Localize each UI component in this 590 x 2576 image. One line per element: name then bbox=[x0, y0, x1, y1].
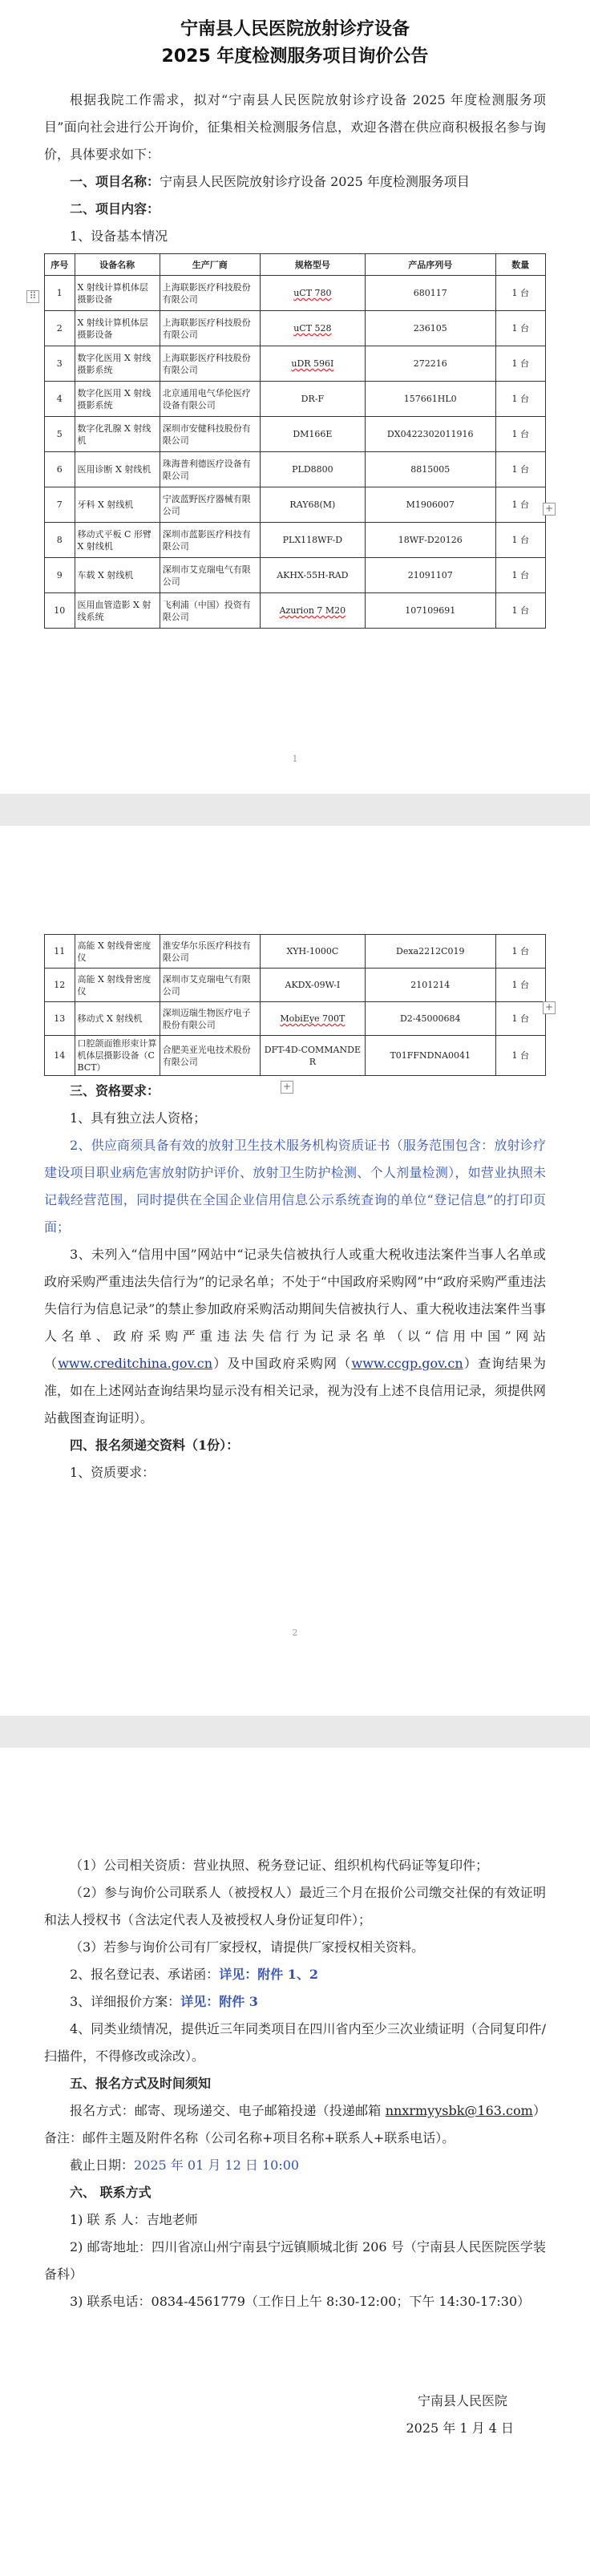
cell-model: RAY68(M) bbox=[260, 487, 365, 523]
registration-text: 2、报名登记表、承诺函： bbox=[70, 1967, 220, 1982]
equipment-table-part1 bbox=[44, 253, 546, 629]
requirement-2: （2）参与询价公司联系人（被授权人）最近三个月在报价公司缴交社保的有效证明和法人授权书（含法定代表人及被授权人身份证复印件）； bbox=[44, 1885, 546, 1927]
cell-serial: DX0422302011916 bbox=[366, 417, 496, 452]
table-header-row bbox=[45, 254, 546, 276]
cell-index: 8 bbox=[45, 523, 75, 558]
cell-index: 1 bbox=[45, 276, 75, 311]
cell-model: uCT 780 bbox=[260, 276, 365, 311]
cell-quantity: 1 台 bbox=[495, 276, 546, 311]
cell-manufacturer: 深圳市蓝影医疗科技有限公司 bbox=[160, 523, 260, 558]
table-row bbox=[45, 1036, 546, 1076]
cell-device-name: 医用血管造影 X 射线系统 bbox=[75, 593, 160, 629]
qualification-2: 2、供应商须具备有效的放射卫生技术服务机构资质证书（服务范围包含：放射诊疗建设项目职业病危害放射防护评价、放射卫生防护检测、个人剂量检测），如营业执照未记载经营范围，同时提供在全国企业信用信息公示系统查询的单位“登记信息”的打印页面； bbox=[44, 1138, 546, 1235]
requirement-performance: 4、同类业绩情况，提供近三年同类项目在四川省内至少三次业绩证明（合同复印件/扫描件，不得修改或涂改）。 bbox=[44, 2021, 546, 2064]
cell-model: Azurion 7 M20 bbox=[260, 593, 365, 629]
table-row bbox=[45, 487, 546, 523]
cell-device-name: 牙科 X 射线机 bbox=[75, 487, 160, 523]
table-row bbox=[45, 417, 546, 452]
cell-index: 7 bbox=[45, 487, 75, 523]
cell-serial: M1906007 bbox=[366, 487, 496, 523]
cell-quantity: 1 台 bbox=[495, 558, 546, 593]
cell-serial: 18WF-D20126 bbox=[366, 523, 496, 558]
cell-device-name: X 射线计算机体层摄影设备 bbox=[75, 311, 160, 346]
email-link[interactable]: nnxrmyysbk@163.com bbox=[385, 2103, 533, 2118]
cell-quantity: 1 台 bbox=[495, 969, 546, 1002]
table-row bbox=[45, 523, 546, 558]
registration-method bbox=[44, 2097, 546, 2152]
section-5-label: 五、报名方式及时间须知 bbox=[70, 2076, 212, 2091]
section-2-sub: 1、设备基本情况 bbox=[70, 228, 168, 244]
cell-serial: 21091107 bbox=[366, 558, 496, 593]
cell-index: 10 bbox=[45, 593, 75, 629]
table-row bbox=[45, 935, 546, 969]
method-text-b: ）备注：邮件主题及附件名称（公司名称+项目名称+联系人+联系电话）。 bbox=[44, 2103, 546, 2145]
registration-attachment-link[interactable]: 详见：附件 1、2 bbox=[219, 1967, 319, 1982]
qualification-3 bbox=[44, 1241, 546, 1432]
cell-serial: 236105 bbox=[366, 311, 496, 346]
cell-manufacturer: 珠海普利德医疗设备有限公司 bbox=[160, 452, 260, 487]
cell-model: AKDX-09W-I bbox=[260, 969, 365, 1002]
header-device-name: 设备名称 bbox=[75, 254, 160, 276]
table-row bbox=[45, 382, 546, 417]
cell-index: 5 bbox=[45, 417, 75, 452]
cell-device-name: 车载 X 射线机 bbox=[75, 558, 160, 593]
cell-device-name: 移动式 X 射线机 bbox=[75, 1002, 160, 1036]
section-4-label: 四、报名须递交资料（1份）： bbox=[70, 1438, 240, 1453]
contact-person: 1) 联 系 人：吉地老师 bbox=[70, 2212, 198, 2227]
contact-address: 2) 邮寄地址：四川省凉山州宁南县宁远镇顺城北街 206 号（宁南县人民医院医学装备科） bbox=[44, 2239, 546, 2282]
table-row bbox=[45, 969, 546, 1002]
table-row bbox=[45, 593, 546, 629]
page-number-1: 1 bbox=[292, 754, 298, 764]
cell-quantity: 1 台 bbox=[495, 593, 546, 629]
table-row bbox=[45, 276, 546, 311]
cell-model: uDR 596I bbox=[260, 346, 365, 382]
cell-quantity: 1 台 bbox=[495, 935, 546, 969]
cell-device-name: 移动式平板 C 形臂 X 射线机 bbox=[75, 523, 160, 558]
cell-quantity: 1 台 bbox=[495, 382, 546, 417]
cell-index: 14 bbox=[45, 1036, 75, 1076]
quote-text: 3、详细报价方案： bbox=[70, 1994, 181, 2009]
contact-phone: 3) 联系电话：0834-4561779（工作日上午 8:30-12:00；下午 14:30-17:30） bbox=[70, 2294, 531, 2309]
cell-manufacturer: 深圳迈瑞生物医疗电子股份有限公司 bbox=[160, 1002, 260, 1036]
header-manufacturer: 生产厂商 bbox=[160, 254, 260, 276]
requirement-1: （1）公司相关资质：营业执照、税务登记证、组织机构代码证等复印件； bbox=[70, 1858, 489, 1873]
page-number-2: 2 bbox=[292, 1628, 298, 1638]
cell-device-name: 数字化医用 X 射线摄影系统 bbox=[75, 346, 160, 382]
cell-device-name: 医用诊断 X 射线机 bbox=[75, 452, 160, 487]
table-row bbox=[45, 311, 546, 346]
table-row bbox=[45, 346, 546, 382]
cell-index: 4 bbox=[45, 382, 75, 417]
table-row bbox=[45, 1002, 546, 1036]
cell-serial: 8815005 bbox=[366, 452, 496, 487]
qualification-1: 1、具有独立法人资格； bbox=[70, 1110, 207, 1126]
cell-quantity: 1 台 bbox=[495, 452, 546, 487]
section-3-label: 三、资格要求： bbox=[70, 1083, 160, 1098]
cell-index: 6 bbox=[45, 452, 75, 487]
cell-quantity: 1 台 bbox=[495, 523, 546, 558]
document-page-2 bbox=[0, 826, 590, 1716]
cell-serial: 680117 bbox=[366, 276, 496, 311]
cell-serial: 272216 bbox=[366, 346, 496, 382]
cell-device-name: 高能 X 射线骨密度仪 bbox=[75, 935, 160, 969]
table-move-handle-icon[interactable]: ⠿ bbox=[26, 290, 39, 303]
qualification-3-text-a: 3、未列入“信用中国”网站中“记录失信被执行人或重大税收违法案件当事人名单或政府采购严重违法失信行为”的记录名单；不处于“中国政府采购网”中“政府采购严重违法失信行为信息记录”的禁止参加政府采购活动期间失信被执行人、重大税收违法案件当事人名单、政府采购严重违法失信行为记录名单（以“信用中国”网站（ bbox=[44, 1247, 546, 1371]
cell-index: 12 bbox=[45, 969, 75, 1002]
method-text-a: 报名方式：邮寄、现场递交、电子邮箱投递（投递邮箱 bbox=[70, 2103, 386, 2118]
cell-serial: 2101214 bbox=[366, 969, 496, 1002]
cell-serial: D2-45000684 bbox=[366, 1002, 496, 1036]
section-1-value: 宁南县人民医院放射诊疗设备 2025 年度检测服务项目 bbox=[160, 174, 470, 189]
equipment-table-part2 bbox=[44, 934, 546, 1076]
cell-index: 9 bbox=[45, 558, 75, 593]
deadline bbox=[44, 2152, 546, 2179]
cell-serial: Dexa2212C019 bbox=[366, 935, 496, 969]
cell-manufacturer: 上海联影医疗科技股份有限公司 bbox=[160, 346, 260, 382]
cell-manufacturer: 合肥美亚光电技术股份有限公司 bbox=[160, 1036, 260, 1076]
cell-manufacturer: 上海联影医疗科技股份有限公司 bbox=[160, 311, 260, 346]
cell-index: 2 bbox=[45, 311, 75, 346]
requirement-quote bbox=[44, 1988, 546, 2016]
cell-quantity: 1 台 bbox=[495, 1002, 546, 1036]
cell-manufacturer: 北京通用电气华伦医疗设备有限公司 bbox=[160, 382, 260, 417]
cell-model: DM166E bbox=[260, 417, 365, 452]
page-title-line1: 宁南县人民医院放射诊疗设备 bbox=[180, 19, 410, 39]
creditchina-link[interactable]: www.creditchina.gov.cn bbox=[58, 1356, 213, 1371]
cell-manufacturer: 深圳市艾克瑞电气有限公司 bbox=[160, 969, 260, 1002]
cell-model: PLD8800 bbox=[260, 452, 365, 487]
signature-organization: 宁南县人民医院 bbox=[417, 2393, 507, 2408]
cell-device-name: 数字化乳腺 X 射线机 bbox=[75, 417, 160, 452]
cell-model: DFT-4D-COMMANDER bbox=[260, 1036, 365, 1076]
cell-serial: 107109691 bbox=[366, 593, 496, 629]
cell-model: MobiEye 700T bbox=[260, 1002, 365, 1036]
cell-device-name: 高能 X 射线骨密度仪 bbox=[75, 969, 160, 1002]
header-quantity: 数量 bbox=[495, 254, 546, 276]
cell-device-name: 口腔颌面锥形束计算机体层摄影设备（CBCT） bbox=[75, 1036, 160, 1076]
cell-quantity: 1 台 bbox=[495, 487, 546, 523]
cell-device-name: 数字化医用 X 射线摄影系统 bbox=[75, 382, 160, 417]
document-page-1 bbox=[0, 0, 590, 794]
cell-index: 13 bbox=[45, 1002, 75, 1036]
section-1-label: 一、项目名称： bbox=[70, 174, 160, 189]
cell-manufacturer: 上海联影医疗科技股份有限公司 bbox=[160, 276, 260, 311]
cell-manufacturer: 深圳市安健科技股份有限公司 bbox=[160, 417, 260, 452]
intro-paragraph: 根据我院工作需求，拟对“宁南县人民医院放射诊疗设备 2025 年度检测服务项目”面向社会进行公开询价，征集相关检测服务信息，欢迎各潜在供应商积极报名参与询价，具体要求如下： bbox=[44, 92, 546, 162]
cell-index: 3 bbox=[45, 346, 75, 382]
deadline-value: 2025 年 01 月 12 日 10:00 bbox=[134, 2157, 300, 2173]
cell-model: XYH-1000C bbox=[260, 935, 365, 969]
add-column-icon-2[interactable]: + bbox=[543, 1001, 556, 1014]
ccgp-link[interactable]: www.ccgp.gov.cn bbox=[351, 1356, 463, 1371]
cell-manufacturer: 宁波蓝野医疗器械有限公司 bbox=[160, 487, 260, 523]
section-project-name bbox=[44, 168, 546, 196]
document-page-3 bbox=[0, 1748, 590, 2576]
cell-quantity: 1 台 bbox=[495, 417, 546, 452]
header-model: 规格型号 bbox=[260, 254, 365, 276]
requirement-registration bbox=[44, 1961, 546, 1988]
cell-manufacturer: 飞利浦（中国）投资有限公司 bbox=[160, 593, 260, 629]
add-column-icon[interactable]: + bbox=[543, 503, 556, 516]
cell-quantity: 1 台 bbox=[495, 311, 546, 346]
cell-index: 11 bbox=[45, 935, 75, 969]
qualification-3-text-b: ）及中国政府采购网（ bbox=[212, 1356, 352, 1371]
cell-manufacturer: 淮安华尔乐医疗科技有限公司 bbox=[160, 935, 260, 969]
add-row-icon[interactable]: + bbox=[281, 1081, 293, 1094]
section-6-label: 六、 联系方式 bbox=[70, 2185, 152, 2200]
cell-quantity: 1 台 bbox=[495, 1036, 546, 1076]
cell-model: PLX118WF-D bbox=[260, 523, 365, 558]
deadline-label: 截止日期： bbox=[70, 2157, 135, 2173]
cell-manufacturer: 深圳市艾克瑞电气有限公司 bbox=[160, 558, 260, 593]
requirement-3: （3）若参与询价公司有厂家授权，请提供厂家授权相关资料。 bbox=[70, 1939, 425, 1955]
quote-attachment-link[interactable]: 详见：附件 3 bbox=[180, 1994, 258, 2009]
cell-device-name: X 射线计算机体层摄影设备 bbox=[75, 276, 160, 311]
cell-serial: 157661HL0 bbox=[366, 382, 496, 417]
cell-model: DR-F bbox=[260, 382, 365, 417]
section-4-sub: 1、资质要求： bbox=[70, 1465, 156, 1480]
section-2-label: 二、项目内容： bbox=[70, 201, 160, 216]
header-serial: 产品序列号 bbox=[366, 254, 496, 276]
cell-model: AKHX-55H-RAD bbox=[260, 558, 365, 593]
signature-date: 2025 年 1 月 4 日 bbox=[406, 2420, 514, 2436]
table-row bbox=[45, 558, 546, 593]
qualification-3-text-c: ）查询结果为准，如在上述网站查询结果均显示没有相关记录，视为没有上述不良信用记录，须提供网站截图查询证明）。 bbox=[44, 1356, 546, 1425]
header-index: 序号 bbox=[45, 254, 75, 276]
cell-serial: T01FFNDNA0041 bbox=[366, 1036, 496, 1076]
cell-quantity: 1 台 bbox=[495, 346, 546, 382]
page-title-line2: 2025 年度检测服务项目询价公告 bbox=[161, 47, 429, 67]
cell-model: uCT 528 bbox=[260, 311, 365, 346]
table-row bbox=[45, 452, 546, 487]
